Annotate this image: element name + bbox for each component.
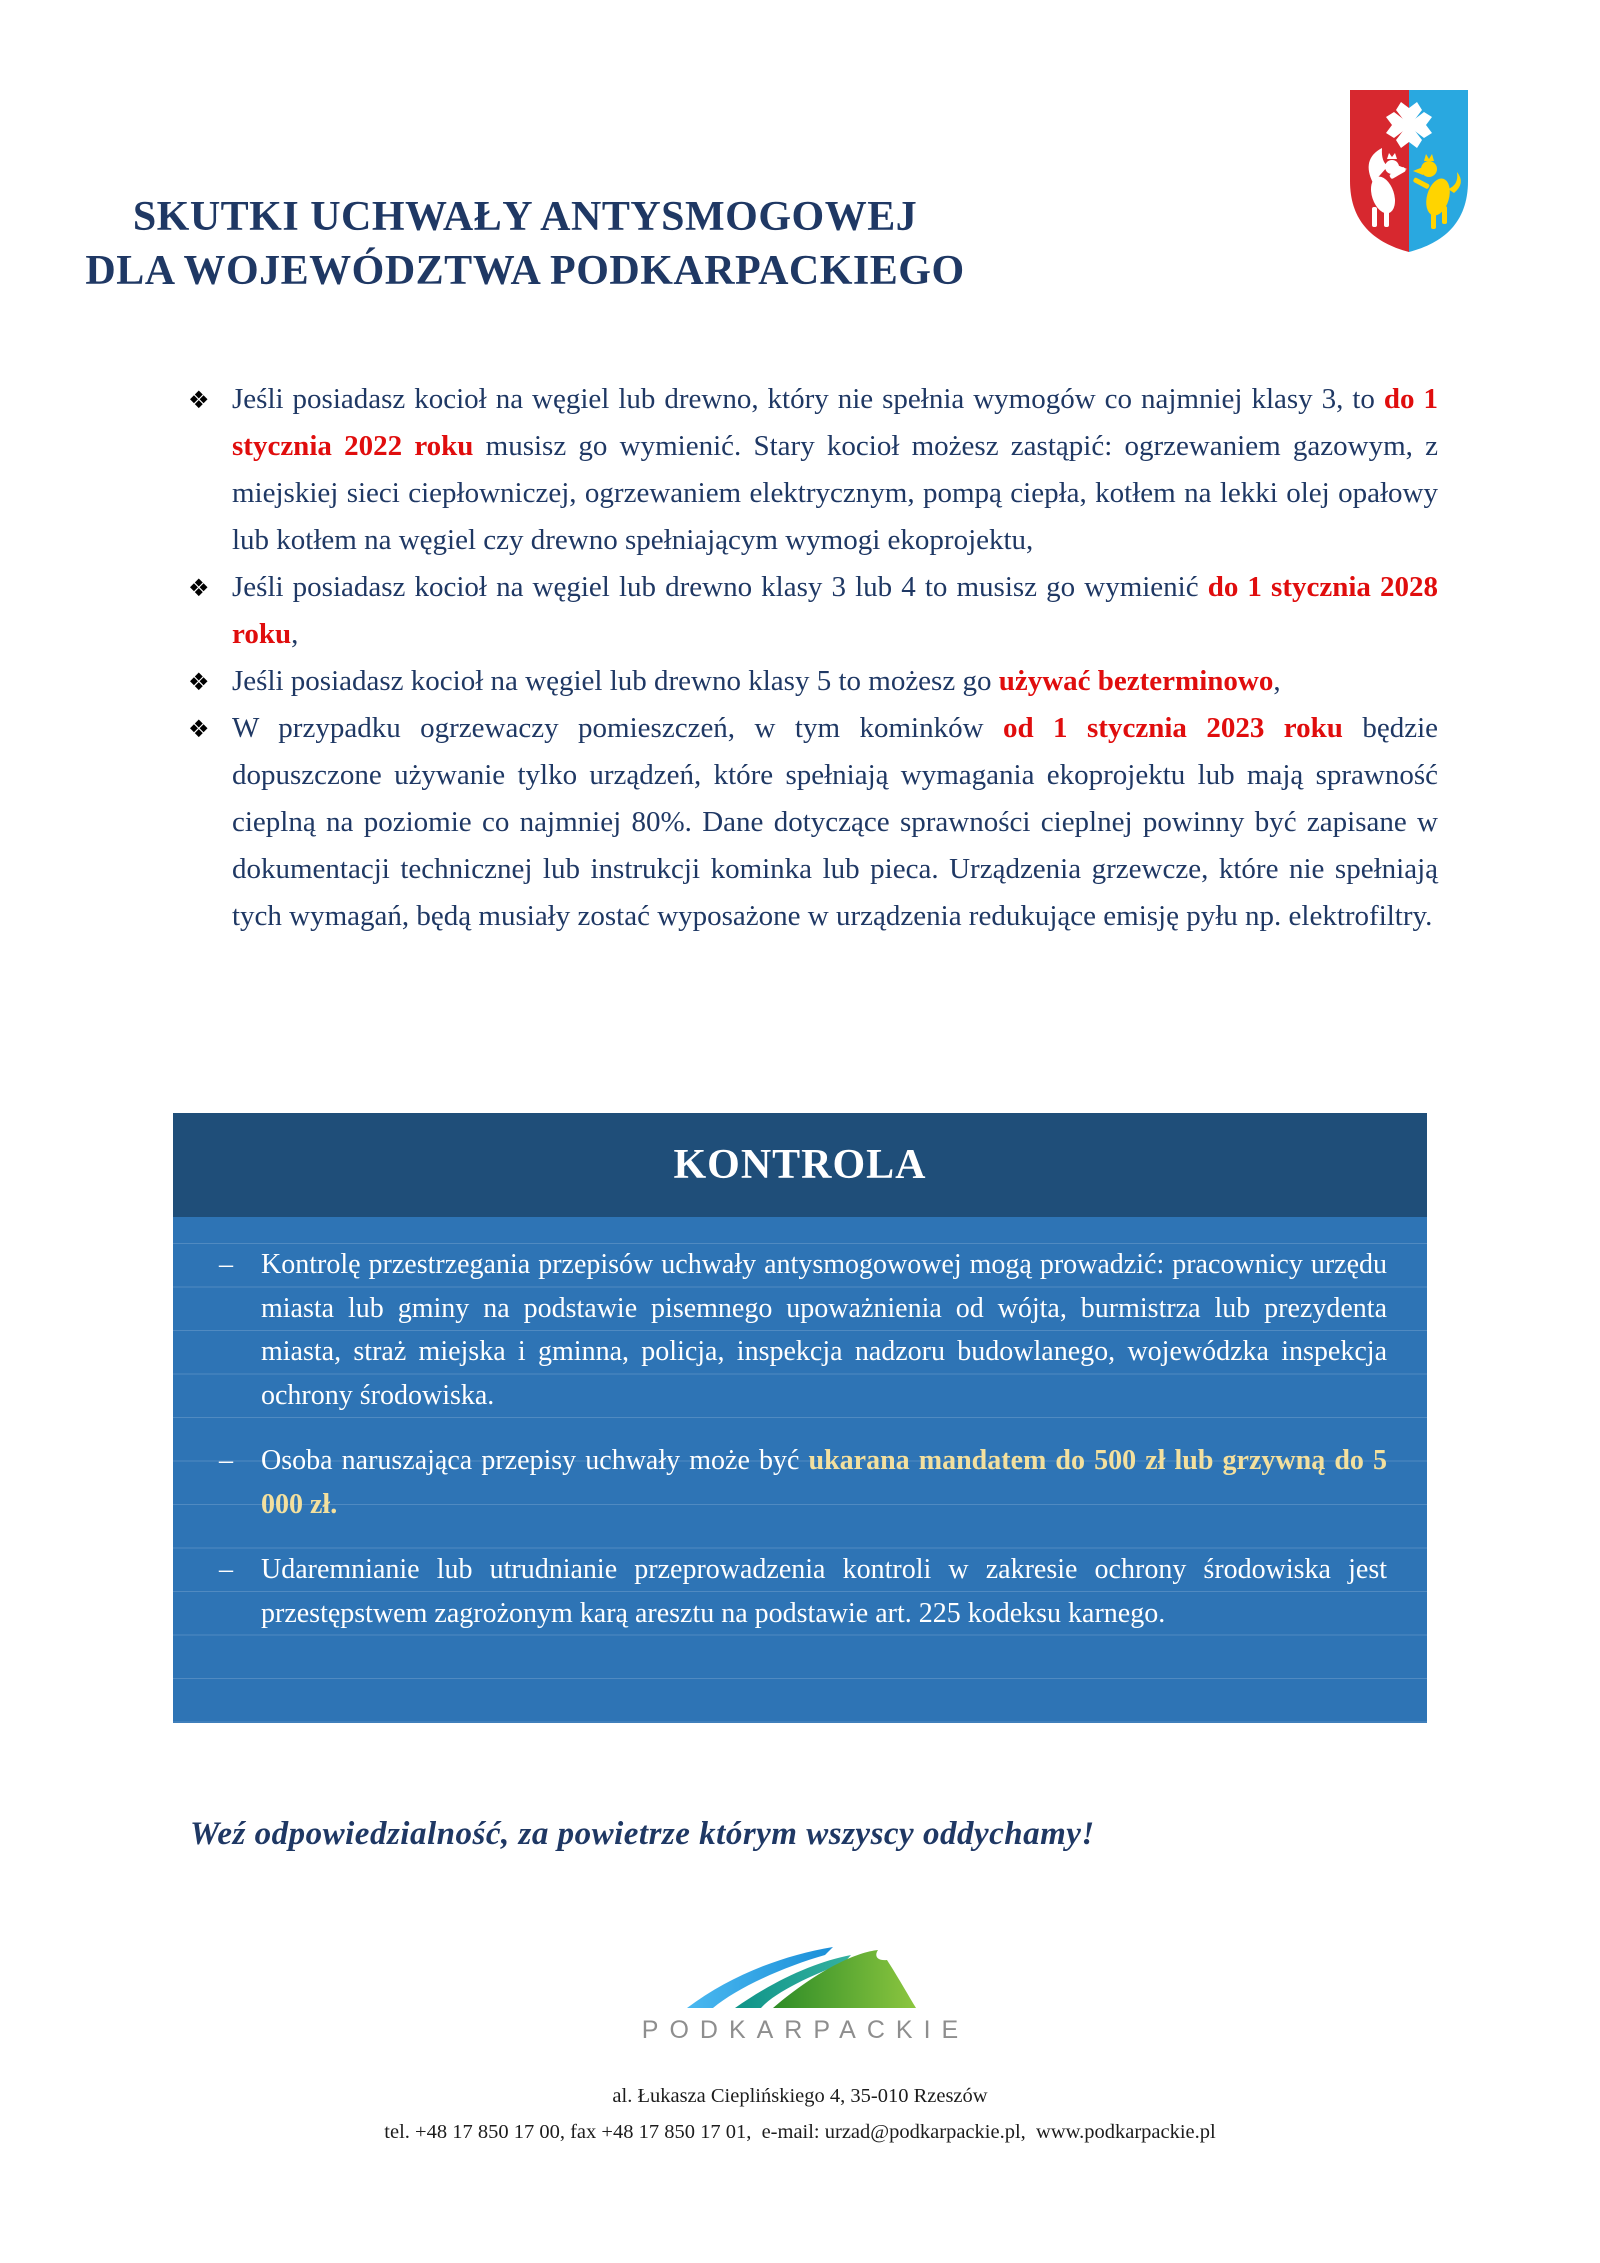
footer-address-line-2: tel. +48 17 850 17 00, fax +48 17 850 17 01, e-mail: urzad@podkarpackie.pl, www.podkarpackie.pl [384,2121,1216,2143]
dash-bullet-icon: – [219,1249,233,1280]
logo-wordmark: PODKARPACKIE [641,2016,970,2044]
kontrola-item-obstruction [219,1548,1387,1635]
kontrola-box-body [173,1217,1427,1723]
bullet-text: Jeśli posiadasz kocioł na węgiel lub drewno, który nie spełnia wymogów co najmniej klasy 3, to do 1 stycznia 2022 roku musisz go wymienić. Stary kocioł możesz zastąpić: ogrzewaniem gazowym, z miejskiej sieci ciepłowniczej, ogrzewaniem elektrycznym, pompą ciepła, kotłem na lekki olej opałowy lub kotłem na węgiel czy drewno spełniającym wymogi ekoprojektu, [232,383,1438,556]
kontrola-item-text: Osoba naruszająca przepisy uchwały może być ukarana mandatem do 500 zł lub grzywną do 5 000 zł. [261,1445,1387,1520]
page-title [85,190,965,298]
kontrola-item-text: Kontrolę przestrzegania przepisów uchwały antysmogowowej mogą prowadzić: pracownicy urzędu miasta lub gminy na podstawie pisemnego upoważnienia od wójta, burmistrza lub prezydenta miasta, straż miejska i gminna, policja, inspekcja nadzoru budowlanego, wojewódzka inspekcja ochrony środowiska. [261,1249,1387,1411]
diamond-bullet-icon: ❖ [188,574,210,602]
page-title-line-2: DLA WOJEWÓDZTWA PODKARPACKIEGO [85,248,965,294]
podkarpackie-crest-icon [1345,85,1473,257]
bullet-text: Jeśli posiadasz kocioł na węgiel lub drewno klasy 3 lub 4 to musisz go wymienić do 1 stycznia 2028 roku, [232,571,1438,650]
dash-bullet-icon: – [219,1445,233,1476]
regulation-bullet-list [188,376,1438,940]
bullet-item-room-heaters [188,705,1438,940]
kontrola-box-title: KONTROLA [173,1113,1427,1217]
footer-address-line-1: al. Łukasza Cieplińskiego 4, 35-010 Rzeszów [612,2085,988,2107]
bullet-item-boiler-below-class3 [188,376,1438,564]
bullet-item-boiler-class5 [188,658,1438,705]
kontrola-box [173,1113,1427,1723]
diamond-bullet-icon: ❖ [188,715,210,743]
page-title-line-1: SKUTKI UCHWAŁY ANTYSMOGOWEJ [132,194,918,240]
diamond-bullet-icon: ❖ [188,386,210,414]
podkarpackie-logo [0,1944,1600,2045]
diamond-bullet-icon: ❖ [188,668,210,696]
kontrola-item-text: Udaremnianie lub utrudnianie przeprowadzenia kontroli w zakresie ochrony środowiska jest przestępstwem zagrożonym karą aresztu na podstawie art. 225 kodeksu karnego. [261,1554,1387,1629]
closing-statement: Weź odpowiedzialność, za powietrze którym wszyscy oddychamy! [190,1816,1095,1852]
bullet-item-boiler-class3-4 [188,564,1438,658]
kontrola-item-fines [219,1439,1387,1526]
bullet-text: Jeśli posiadasz kocioł na węgiel lub drewno klasy 5 to możesz go używać bezterminowo, [232,665,1281,697]
kontrola-item-who-controls [219,1243,1387,1417]
dash-bullet-icon: – [219,1554,233,1585]
bullet-text: W przypadku ogrzewaczy pomieszczeń, w tym kominków od 1 stycznia 2023 roku będzie dopuszczone używanie tylko urządzeń, które spełniają wymagania ekoprojektu lub mają sprawność cieplną na poziomie co najmniej 80%. Dane dotyczące sprawności cieplnej powinny być zapisane w dokumentacji technicznej lub instrukcji kominka lub pieca. Urządzenia grzewcze, które nie spełniają tych wymagań, będą musiały zostać wyposażone w urządzenia redukujące emisję pyłu np. elektrofiltry. [232,712,1439,932]
mountain-swoosh-icon [675,1944,925,2016]
footer-address [0,2078,1600,2150]
